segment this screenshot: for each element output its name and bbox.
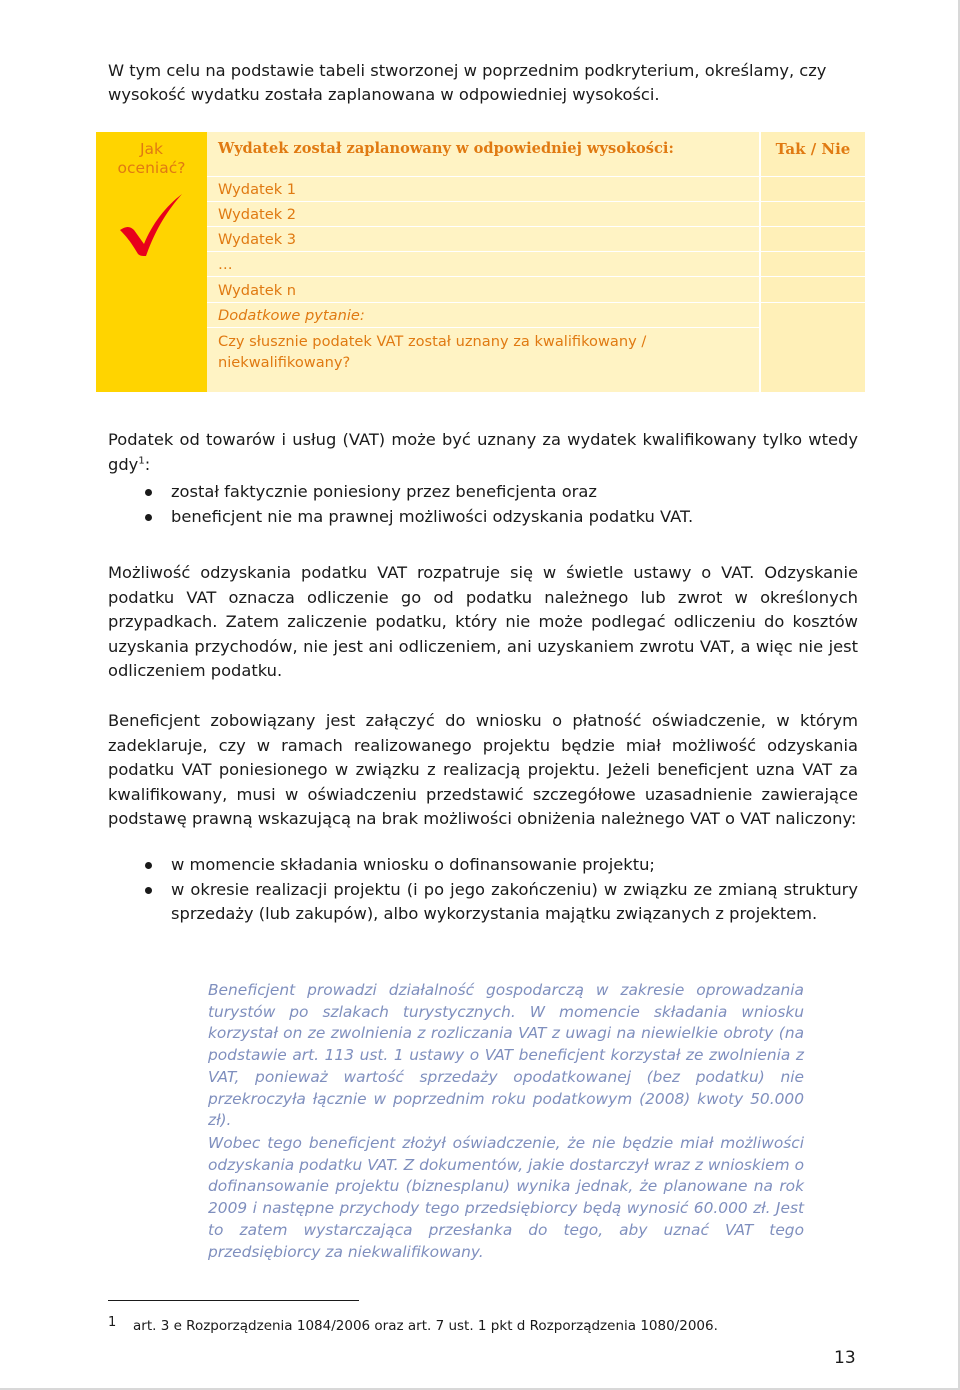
footnote-ref: 1 [138, 455, 145, 467]
table-row [207, 252, 759, 277]
table-row [207, 303, 759, 328]
table-row [207, 328, 759, 392]
list-item-text: w okresie realizacji projektu (i po jego zakończeniu) w związku ze zmianą struktury sprzedaży (lub zakupów), albo wykorzystania majątku związanych z projektem. [171, 879, 858, 923]
expense-label: … [218, 256, 233, 273]
answer-cell [761, 227, 865, 252]
vat-intro-paragraph [108, 428, 858, 477]
footnote-divider [108, 1300, 359, 1301]
list-item-text: został faktycznie poniesiony przez beneficjenta oraz [171, 482, 597, 501]
table-row [207, 227, 759, 252]
footnote-number: 1 [108, 1315, 117, 1330]
bullet-icon [145, 862, 152, 869]
extra-question-label: Dodatkowe pytanie: [218, 307, 365, 324]
list-item [108, 853, 858, 878]
assessment-label-line1: Jak [139, 140, 164, 158]
list-item [108, 505, 858, 530]
list-item-text: w momencie składania wniosku o dofinansowanie projektu; [171, 855, 655, 874]
table-row [207, 177, 759, 202]
assessment-header: Wydatek został zaplanowany w odpowiedniej wysokości: [218, 140, 674, 157]
declaration-paragraph: Beneficjent zobowiązany jest załączyć do wniosku o płatność oświadczenie, w którym zadeklaruje, czy w ramach realizowanego projektu będzie miał możliwość odzyskania podatku VAT poniesionego w związku z realizacją projektu. Jeżeli beneficjent uzna VAT za kwalifikowany, musi w oświadczeniu przedstawić szczegółowe uzasadnienie zawierające podstawę prawną wskazującą na brak możliwości obniżenia należnego VAT o VAT naliczony: [108, 711, 858, 828]
vat-conditions-list [108, 480, 858, 529]
bullet-icon [145, 489, 152, 496]
bullet-icon [145, 887, 152, 894]
list-item [108, 480, 858, 505]
answer-cell [761, 177, 865, 202]
table-row [207, 202, 759, 227]
expense-label: Wydatek 3 [218, 231, 297, 248]
footnote-text: art. 3 e Rozporządzenia 1084/2006 oraz art. 7 ust. 1 pkt d Rozporządzenia 1080/2006. [133, 1318, 718, 1334]
vat-intro-text: Podatek od towarów i usług (VAT) może być uznany za wydatek kwalifikowany tylko wtedy gdy [108, 430, 858, 474]
answer-cell [761, 277, 865, 303]
assessment-label-panel [96, 132, 207, 392]
vat-recovery-paragraph: Możliwość odzyskania podatku VAT rozpatruje się w świetle ustawy o VAT. Odzyskanie podatku VAT oznacza odliczenie go od podatku należnego lub zwrot w określonych przypadkach. Zatem zaliczenie podatku, który nie może podlegać odliczeniu do kosztów uzyskania przychodów, nie jest ani odliczeniem, ani uzyskaniem zwrotu VAT, a więc nie jest odliczeniem podatku. [108, 563, 858, 680]
answer-cell [761, 252, 865, 277]
page-number: 13 [834, 1348, 856, 1368]
expense-label: Wydatek 1 [218, 181, 297, 198]
expense-label: Wydatek n [218, 282, 297, 299]
expense-label: Wydatek 2 [218, 206, 297, 223]
assessment-label-line2: oceniać? [117, 159, 186, 177]
declaration-points-list [108, 853, 858, 927]
list-item-text: beneficjent nie ma prawnej możliwości odzyskania podatku VAT. [171, 506, 694, 526]
list-item [108, 878, 858, 927]
bullet-icon [145, 514, 152, 521]
table-row [207, 277, 759, 303]
vat-intro-end: : [144, 454, 151, 474]
answer-column [759, 132, 865, 392]
answer-cell [761, 202, 865, 227]
intro-paragraph: W tym celu na podstawie tabeli stworzonej w poprzednim podkryterium, określamy, czy wysokość wydatku została zaplanowana w odpowiedniej wysokości. [108, 61, 827, 104]
answer-cell [761, 132, 865, 177]
extra-question: Czy słusznie podatek VAT został uznany za kwalifikowany / niekwalifikowany? [218, 333, 647, 371]
assessment-header-row [207, 132, 759, 177]
answer-header: Tak / Nie [775, 140, 851, 158]
assessment-label [96, 140, 207, 178]
example-paragraph-1: Beneficjent prowadzi działalność gospodarczą w zakresie oprowadzania turystów po szlakach turystycznych. W momencie składania wniosku korzystał on ze zwolnienia z rozliczania VAT z uwagi na niewielkie obroty (na podstawie art. 113 ust. 1 ustawy o VAT beneficjent korzystał ze zwolnienia z VAT, ponieważ wartość sprzedaży opodatkowanej (bez podatku) nie przekroczyła łącznie w poprzednim roku podatkowym (2008) kwoty 50.000 zł). [208, 981, 804, 1130]
example-paragraph-2: Wobec tego beneficjent złożył oświadczenie, że nie będzie miał możliwości odzyskania podatku VAT. Z dokumentów, jakie dostarczył wraz z wnioskiem o dofinansowanie projektu (biznesplanu) wynika jednak, że planowane na rok 2009 i następne przychody tego przedsiębiorcy będą wynosić 60.000 zł. Jest to zatem wystarczająca przesłanka do tego, aby uznać VAT tego przedsiębiorcy za niekwalifikowany. [208, 1134, 804, 1261]
checkmark-icon [116, 190, 186, 260]
assessment-table [207, 132, 863, 392]
